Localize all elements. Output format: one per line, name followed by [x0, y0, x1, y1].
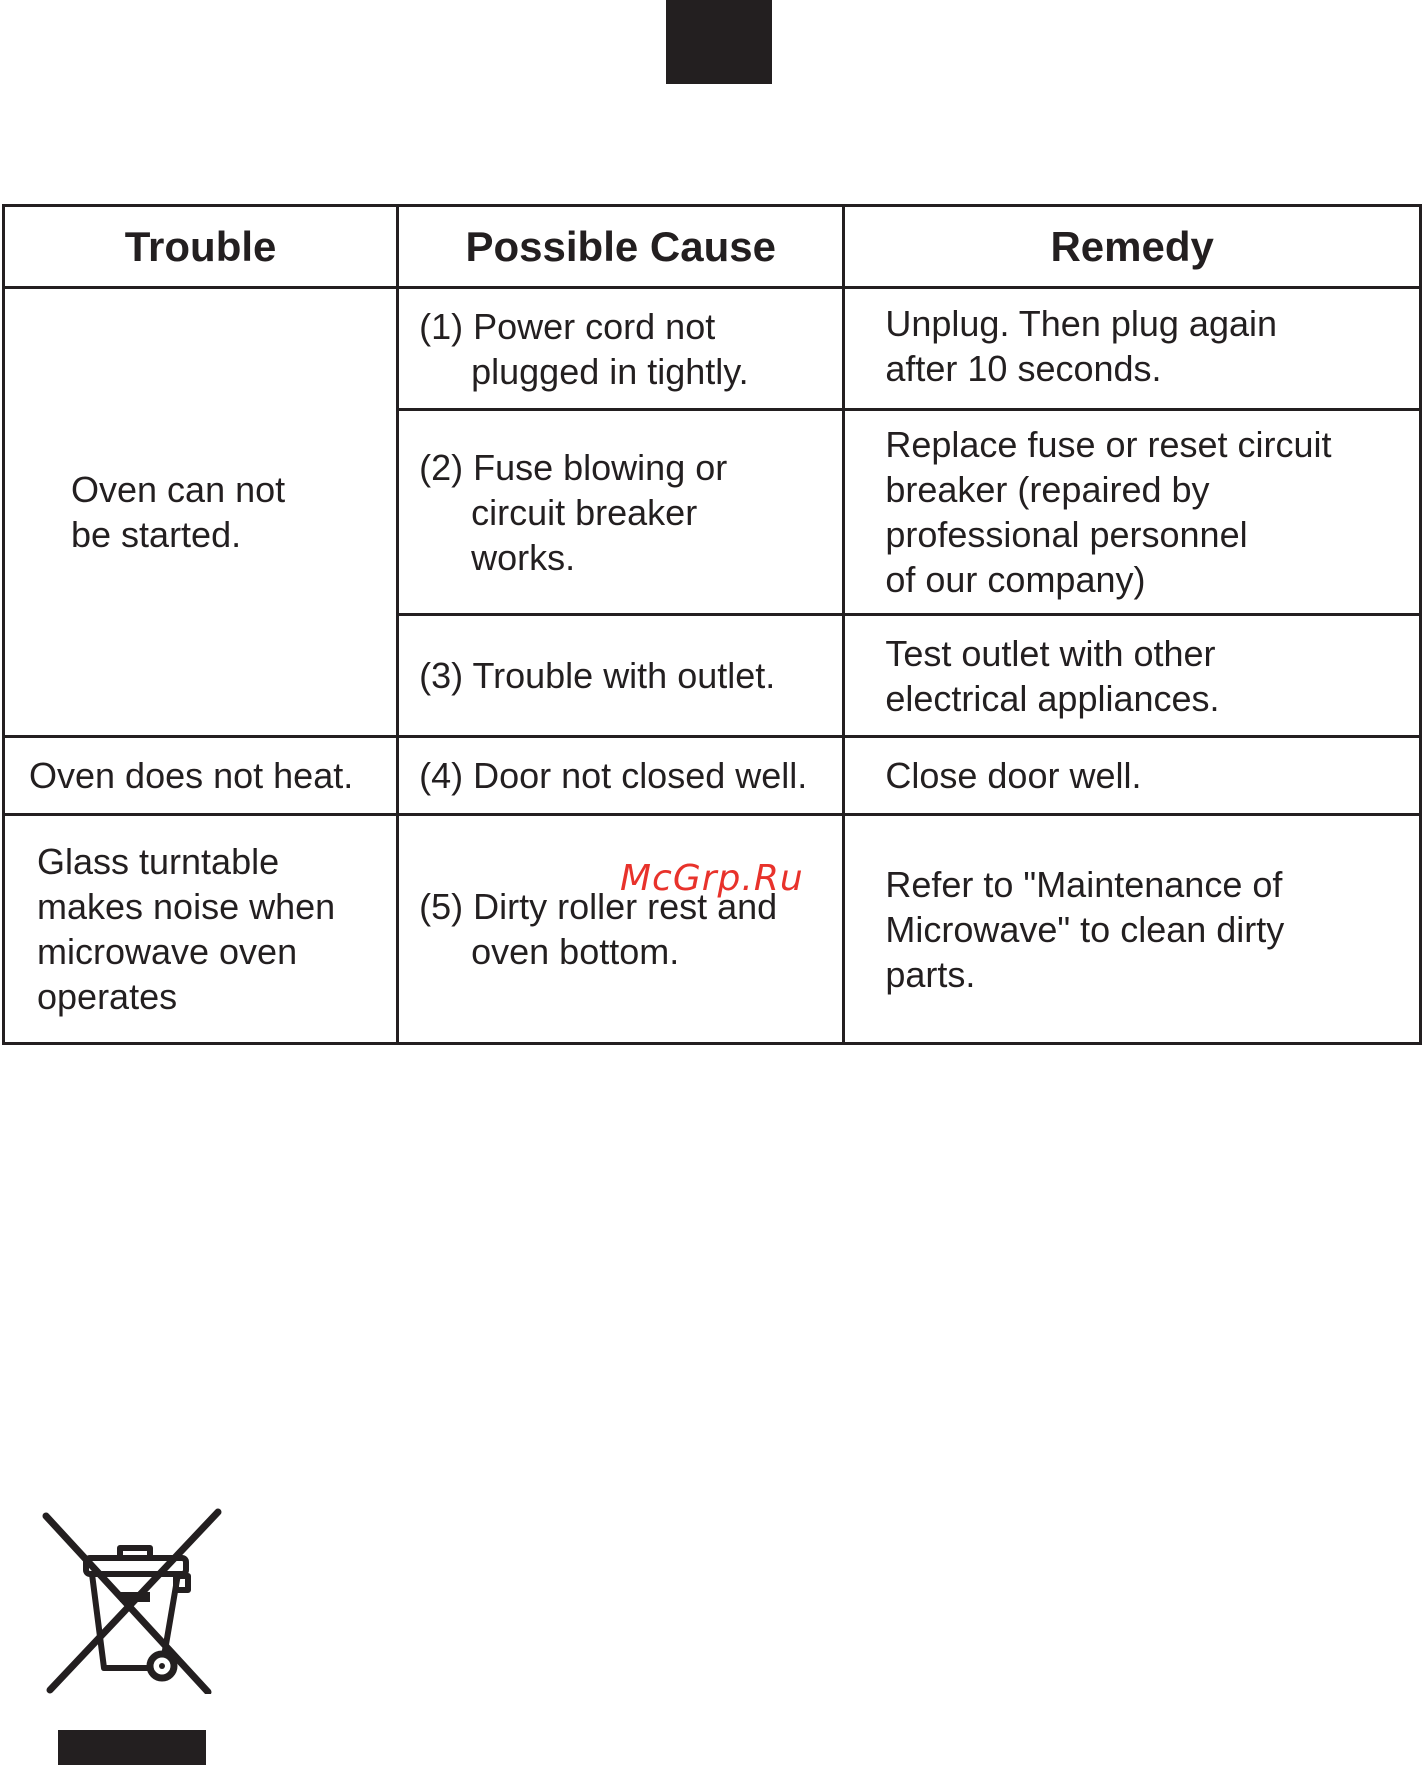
remedy-cell-2: [844, 410, 1421, 615]
cause-line: circuit breaker: [471, 491, 698, 533]
header-trouble: Trouble: [4, 206, 398, 288]
trouble-line: microwave oven: [37, 931, 298, 972]
table-header-row: [4, 206, 1421, 288]
remedy-line: Close door well.: [885, 755, 1142, 796]
remedy-line: electrical appliances.: [885, 677, 1220, 719]
cause-cell-4: [398, 737, 844, 815]
remedy-line: after 10 seconds.: [885, 348, 1162, 389]
trouble-line: operates: [37, 976, 178, 1017]
trouble-line: Oven does not heat.: [29, 755, 354, 796]
trouble-line: Glass turntable: [37, 841, 280, 882]
watermark-text: McGrp.Ru: [620, 858, 804, 899]
trouble-line: makes noise when: [37, 886, 336, 927]
trouble-line: Oven can not: [71, 469, 286, 510]
cause-line: (1) Power cord not: [419, 305, 716, 347]
cause-line: (3) Trouble with outlet.: [419, 655, 776, 696]
crossed-out-wheelie-bin-icon: [40, 1508, 224, 1694]
remedy-line: Microwave" to clean dirty: [885, 908, 1285, 950]
cause-cell-5: [398, 815, 844, 1044]
remedy-line: Refer to "Maintenance of: [885, 863, 1283, 905]
cause-line: (5) Dirty roller rest and: [419, 886, 778, 927]
cause-line: oven bottom.: [471, 931, 680, 972]
remedy-line: Test outlet with other: [885, 632, 1216, 674]
cause-line: plugged in tightly.: [471, 350, 749, 392]
troubleshooting-table: [2, 204, 1422, 1045]
cause-cell-3: [398, 615, 844, 737]
table-row: [4, 288, 1421, 410]
remedy-line: Unplug. Then plug again: [885, 303, 1277, 344]
table-row: [4, 737, 1421, 815]
header-remedy: Remedy: [844, 206, 1421, 288]
remedy-line: Replace fuse or reset circuit: [885, 424, 1332, 465]
trouble-cell-no-heat: [4, 737, 398, 815]
remedy-cell-4: [844, 737, 1421, 815]
trouble-line: be started.: [71, 514, 242, 555]
trouble-cell-turntable-noise: [4, 815, 398, 1044]
cause-line: (2) Fuse blowing or: [419, 446, 728, 488]
cause-line: (4) Door not closed well.: [419, 755, 808, 796]
page-tab-marker-bottom: [58, 1730, 206, 1765]
page-tab-marker-top: [666, 0, 772, 84]
header-possible-cause: Possible Cause: [398, 206, 844, 288]
remedy-line: breaker (repaired by: [885, 469, 1210, 510]
remedy-cell-3: [844, 615, 1421, 737]
table-row: [4, 815, 1421, 1044]
remedy-cell-1: [844, 288, 1421, 410]
trouble-cell-oven-not-start: [4, 288, 398, 737]
remedy-line: professional personnel: [885, 514, 1248, 555]
remedy-line: of our company): [885, 559, 1146, 600]
cause-cell-2: [398, 410, 844, 615]
remedy-line: parts.: [885, 953, 976, 995]
remedy-cell-5: [844, 815, 1421, 1044]
cause-cell-1: [398, 288, 844, 410]
cause-line: works.: [471, 536, 576, 578]
